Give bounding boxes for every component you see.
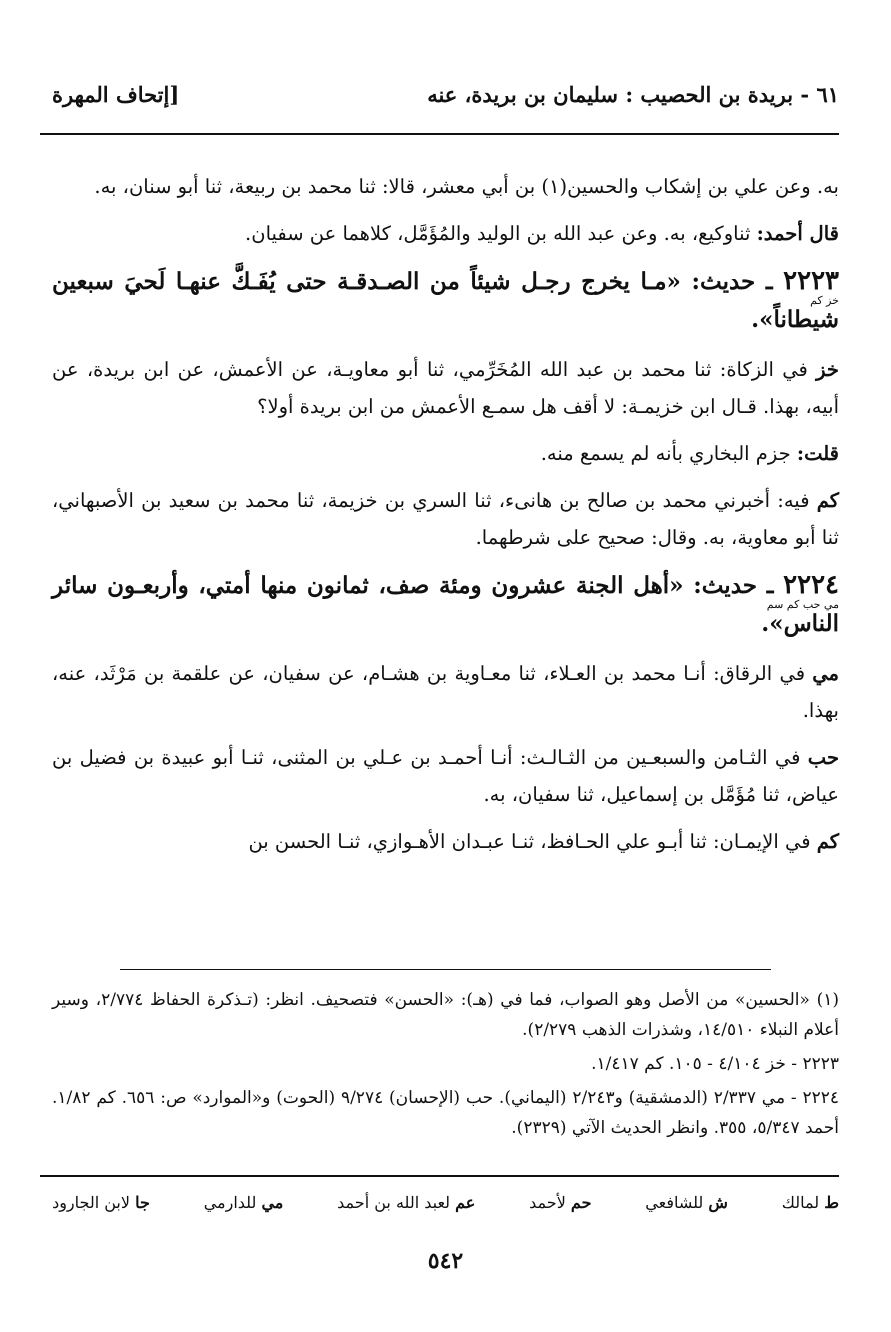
paragraph-kam-iman	[52, 823, 839, 860]
abbreviations-rule	[40, 1175, 839, 1177]
footnotes	[52, 985, 839, 1147]
abbrev-item: ش للشافعي	[645, 1193, 728, 1212]
footnote-1: (١) «الحسين» من الأصل وهو الصواب، فما في (هـ): «الحسن» فتصحيف. انظر: (تـذكرة الحفاظ ٢/٧٧٤، وسير أعلام النبلاء ١٤/٥١٠، وشذرات الذهب ٢/٢٧٩).	[52, 990, 839, 1040]
main-text	[52, 168, 839, 870]
paragraph-hibban	[52, 739, 839, 813]
source-lead: خز	[816, 358, 839, 381]
abbreviations-legend	[52, 1193, 839, 1212]
paragraph-text: جزم البخاري بأنه لم يسمع منه.	[540, 442, 797, 465]
paragraph-khz	[52, 351, 839, 425]
paragraph-text: في الزكاة: ثنا محمد بن عبد الله المُخَرِّمي، ثنا أبو معاويـة، عن الأعمش، عن ابن بريدة، عن أبيه، بهذا. قـال ابن خزيمـة: لا أقف هل سمـع الأعمش من ابن بريدة أولا؟	[52, 358, 839, 418]
paragraph-ahmad	[52, 215, 839, 252]
paragraph-mi	[52, 655, 839, 729]
source-lead: حب	[807, 746, 839, 769]
hadith-2223	[52, 262, 839, 339]
book-title: [إتحاف المهرة	[52, 82, 180, 107]
source-lead: قال أحمد:	[756, 222, 839, 245]
source-lead: كم	[816, 830, 839, 853]
abbrev-item: مي للدارمي	[203, 1193, 284, 1212]
paragraph-continuation: به. وعن علي بن إشكاب والحسين(١) بن أبي معشر، قالا: ثنا محمد بن ربيعة، ثنا أبو سنان، به.	[94, 175, 839, 198]
paragraph-text: في الرقاق: أنـا محمد بن العـلاء، ثنا معـاوية بن هشـام، عن سفيان، عن علقمة بن مَرْثَد، عنه، بهذا.	[52, 662, 839, 722]
paragraph-text: في الإيمـان: ثنا أبـو علي الحـافظ، ثنـا عبـدان الأهـوازي، ثنـا الحسن بن	[248, 830, 817, 853]
abbrev-item: جا لابن الجارود	[52, 1193, 150, 1212]
hadith-sigla: خز كم	[810, 294, 839, 307]
hadith-text: ـ حديث: «أهل الجنة عشرون ومئة صف، ثمانون منها أمتي، وأربعـون سائر الناس».	[52, 572, 839, 637]
page-number: ٥٤٢	[427, 1248, 464, 1274]
hadith-sigla: مي حب كم سم	[766, 598, 839, 611]
hadith-number: ٢٢٢٣	[783, 266, 839, 296]
hadith-text: ـ حديث: «مـا يخرج رجـل شيئاً من الصـدقـة حتى يُفَـكَّ عنهـا لَحيَ سبعين شيطاناً».	[52, 268, 839, 333]
footnote-rule	[120, 969, 771, 970]
abbrev-item: عم لعبد الله بن أحمد	[337, 1193, 476, 1212]
source-lead: مي	[812, 662, 839, 685]
hadith-number: ٢٢٢٤	[783, 570, 839, 600]
abbrev-item: ط لمالك	[781, 1193, 839, 1212]
footnote-2223: ٢٢٢٣ - خز ٤/١٠٤ - ١٠٥. كم ١/٤١٧.	[591, 1054, 839, 1074]
paragraph-text: فيه: أخبرني محمد بن صالح بن هانىء، ثنا السري بن خزيمة، ثنا محمد بن سعيد بن الأصبهاني، ثنا أبو معاوية، به. وقال: صحيح على شرطهما.	[52, 489, 839, 549]
header-rule	[40, 133, 839, 135]
footnote-2224: ٢٢٢٤ - مي ٢/٣٣٧ (الدمشقية) و٢/٢٤٣ (اليماني). حب (الإحسان) ٩/٢٧٤ (الحوت) و«الموارد» ص: ٦٥٦. كم ١/٨٢. أحمد ٥/٣٤٧، ٣٥٥. وانظر الحديث الآتي (٢٣٢٩).	[52, 1088, 839, 1138]
source-lead: كم	[816, 489, 839, 512]
paragraph-text: ثناوكيع، به. وعن عبد الله بن الوليد والمُؤَمَّل، كلاهما عن سفيان.	[245, 222, 757, 245]
paragraph-qultu	[52, 435, 839, 472]
chapter-title: ٦١ - بريدة بن الحصيب : سليمان بن بريدة، عنه	[427, 82, 839, 107]
paragraph-text: في الثـامن والسبعـين من الثـالـث: أنـا أحمـد بن عـلي بن المثنى، ثنـا أبو عبيدة بن فضيل بن عياض، ثنا مُؤَمَّل بن إسماعيل، ثنا سفيان، به.	[52, 746, 839, 806]
hadith-2224	[52, 566, 839, 643]
paragraph-kam	[52, 482, 839, 556]
abbrev-item: حم لأحمد	[529, 1193, 592, 1212]
source-lead: قلت:	[796, 442, 839, 465]
